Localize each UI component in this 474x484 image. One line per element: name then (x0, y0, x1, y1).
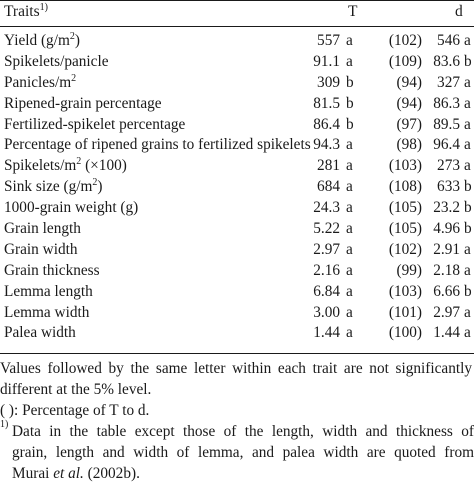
trait-name-text: Fertilized-spikelet percentage (4, 115, 186, 133)
t-value: 24.3 (313, 199, 340, 217)
trait-name (4, 135, 311, 156)
percentage-of-t-to-d: (109) (388, 52, 422, 70)
trait-name (4, 52, 109, 73)
d-significance-letter: a (464, 115, 471, 133)
table-row (0, 94, 474, 115)
trait-name-text: Spikelets/panicle (4, 52, 109, 70)
t-value: 91.1 (313, 52, 340, 70)
d-value: 633 (437, 178, 460, 196)
percentage-of-t-to-d: (98) (396, 136, 422, 154)
header-rule (0, 26, 474, 27)
d-value: 86.3 (433, 94, 460, 112)
percentage-of-t-to-d: (101) (388, 303, 422, 321)
footnote-source-etal: et al. (53, 465, 84, 482)
d-value: 327 (437, 73, 460, 91)
table-row (0, 323, 474, 344)
percentage-of-t-to-d: (100) (388, 324, 422, 342)
table-row (0, 198, 474, 219)
t-value: 309 (317, 73, 340, 91)
table-body (0, 31, 474, 344)
t-significance-letter: a (346, 52, 353, 70)
trait-name-text: Grain length (4, 220, 81, 238)
t-significance-letter: a (346, 157, 353, 175)
footnote-source-author: Murai (12, 465, 54, 482)
t-value: 81.5 (313, 94, 340, 112)
trait-name (4, 282, 93, 303)
percentage-of-t-to-d: (102) (388, 32, 422, 49)
t-value: 281 (317, 157, 340, 175)
t-significance-letter: a (346, 240, 353, 258)
percentage-of-t-to-d: (97) (396, 115, 422, 133)
trait-name-text: Yield (g/m (4, 32, 70, 49)
d-significance-letter: a (464, 73, 471, 91)
d-significance-letter: a (464, 94, 471, 112)
trait-unit-superscript: 2 (76, 156, 82, 168)
table-top-rule (0, 0, 474, 1)
header-traits (4, 2, 48, 22)
d-significance-letter: a (464, 303, 471, 321)
d-significance-letter: b (464, 178, 472, 196)
d-significance-letter: a (464, 240, 471, 258)
t-significance-letter: b (346, 94, 354, 112)
trait-name (4, 303, 89, 324)
trait-name-tail: ) (97, 178, 103, 196)
d-significance-letter: b (464, 199, 472, 217)
t-value: 684 (317, 178, 340, 196)
table-row (0, 219, 474, 240)
trait-name (4, 219, 81, 240)
trait-name-tail: (×100) (81, 157, 127, 175)
trait-name-tail: ) (74, 32, 80, 49)
d-significance-letter: a (464, 261, 471, 279)
percentage-of-t-to-d: (103) (388, 157, 422, 175)
t-significance-letter: a (346, 261, 353, 279)
percentage-of-t-to-d: (108) (388, 178, 422, 196)
trait-name (4, 261, 100, 282)
d-value: 2.91 (433, 240, 460, 258)
trait-name (4, 73, 76, 94)
t-significance-letter: a (346, 199, 353, 217)
t-significance-letter: a (346, 220, 353, 238)
t-significance-letter: b (346, 115, 354, 133)
d-significance-letter: a (464, 324, 471, 342)
trait-name-text: 1000-grain weight (g) (4, 199, 139, 217)
d-value: 1.44 (433, 324, 460, 342)
d-value: 2.18 (433, 261, 460, 279)
footnote-source-mark: 1) (0, 419, 9, 430)
footnote-source-line-1: Data in the table except those of the length, width and thickness of (12, 423, 474, 440)
trait-name-text: Lemma length (4, 282, 93, 300)
table-row (0, 240, 474, 261)
table-row (0, 115, 474, 136)
trait-name (4, 94, 162, 115)
d-value: 6.66 (433, 282, 460, 300)
d-significance-letter: b (464, 52, 472, 70)
d-value: 273 (437, 157, 460, 175)
trait-name (4, 323, 76, 344)
header-col-t: T (348, 3, 358, 20)
t-significance-letter: a (346, 324, 353, 342)
trait-name-text: Sink size (g/m (4, 178, 93, 196)
trait-unit-superscript: 2 (71, 72, 77, 84)
d-value: 2.97 (433, 303, 460, 321)
footnote-source (0, 421, 474, 484)
d-value: 83.6 (433, 52, 460, 70)
header-col-d: d (455, 3, 463, 20)
d-value: 23.2 (433, 199, 460, 217)
t-significance-letter: a (346, 303, 353, 321)
footnote-significance: Values followed by the same letter within each trait are not significantly different at the 5% level. (0, 360, 472, 398)
percentage-of-t-to-d: (94) (396, 73, 422, 91)
trait-name-text: Grain thickness (4, 261, 100, 279)
d-value: 89.5 (433, 115, 460, 133)
table-row (0, 73, 474, 94)
table-row (0, 282, 474, 303)
d-significance-letter: b (464, 282, 472, 300)
t-significance-letter: a (346, 178, 353, 196)
percentage-of-t-to-d: (94) (396, 94, 422, 112)
trait-name (4, 31, 80, 52)
d-value: 546 (437, 32, 460, 49)
percentage-of-t-to-d: (99) (396, 261, 422, 279)
d-value: 96.4 (433, 136, 460, 154)
table-footnotes (0, 358, 474, 484)
t-significance-letter: a (346, 282, 353, 300)
t-significance-letter: a (346, 32, 353, 49)
d-value: 4.96 (433, 220, 460, 238)
t-value: 2.97 (313, 240, 340, 258)
t-value: 86.4 (313, 115, 340, 133)
t-value: 1.44 (313, 324, 340, 342)
table-row (0, 52, 474, 73)
t-value: 5.22 (313, 220, 340, 238)
trait-name (4, 177, 103, 198)
d-significance-letter: a (464, 32, 471, 49)
d-significance-letter: a (464, 157, 471, 175)
table-row (0, 303, 474, 324)
d-significance-letter: a (464, 136, 471, 154)
footnote-percentage: ( ): Percentage of T to d. (0, 402, 150, 419)
table-row (0, 261, 474, 282)
footnote-source-year: (2002b). (83, 465, 140, 482)
trait-unit-superscript: 2 (69, 31, 75, 42)
t-value: 2.16 (313, 261, 340, 279)
percentage-of-t-to-d: (103) (388, 282, 422, 300)
trait-name-text: Lemma width (4, 303, 90, 321)
trait-name-text: Percentage of ripened grains to fertilized spikelets (4, 136, 311, 154)
table-bottom-rule (0, 353, 474, 354)
table-row (0, 31, 474, 52)
t-value: 6.84 (313, 282, 340, 300)
trait-name-text: Panicles/m (4, 73, 72, 91)
trait-name (4, 115, 185, 136)
percentage-of-t-to-d: (105) (388, 220, 422, 238)
percentage-of-t-to-d: (102) (388, 240, 422, 258)
trait-name-text: Spikelets/m (4, 157, 77, 175)
t-value: 3.00 (313, 303, 340, 321)
trait-name (4, 156, 127, 177)
trait-name (4, 198, 138, 219)
trait-name-text: Palea width (4, 324, 76, 342)
table-row (0, 156, 474, 177)
header-traits-label: Traits (4, 3, 40, 20)
trait-name-text: Ripened-grain percentage (4, 94, 162, 112)
footnote-source-line-2: grain, length and width of lemma, and palea width are quoted from (12, 444, 474, 461)
t-significance-letter: b (346, 73, 354, 91)
t-significance-letter: a (346, 136, 353, 154)
trait-name (4, 240, 78, 261)
trait-unit-superscript: 2 (92, 177, 98, 189)
percentage-of-t-to-d: (105) (388, 199, 422, 217)
header-traits-note-mark: 1) (39, 2, 48, 13)
t-value: 94.3 (313, 136, 340, 154)
table-row (0, 135, 474, 156)
t-value: 557 (317, 32, 340, 49)
d-significance-letter: b (464, 220, 472, 238)
trait-name-text: Grain width (4, 240, 78, 258)
table-row (0, 177, 474, 198)
